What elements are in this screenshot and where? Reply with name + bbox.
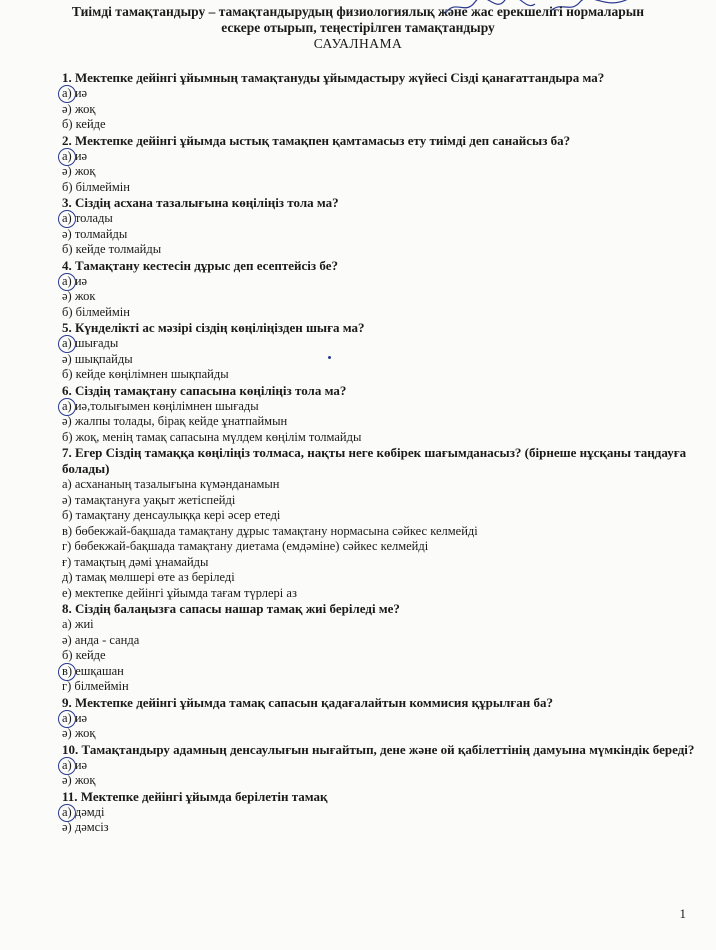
option-selected[interactable]: а) иә [62, 711, 702, 727]
option[interactable]: б) кейде [62, 648, 106, 662]
option[interactable]: б) кейде [62, 117, 106, 131]
option[interactable]: ә) жоқ [62, 726, 96, 740]
option[interactable]: б) білмеймін [62, 304, 130, 319]
question-text: 2. Мектепке дейінгі ұйымда ыстық тамақпен қамтамасыз ету тиімді деп санайсыз ба? [62, 132, 571, 148]
survey-header [20, 4, 696, 52]
question-5 [62, 320, 702, 383]
option[interactable]: б) кейде толмайды [62, 242, 162, 256]
option[interactable]: ә) жоқ [62, 773, 96, 787]
question-text: 9. Мектепке дейінгі ұйымда тамақ сапасын қадағалайтын коммисия құрылған ба? [62, 694, 553, 710]
option[interactable]: ә) тамақтануға уақыт жетіспейді [62, 492, 236, 507]
question-text: 8. Сіздің балаңызға сапасы нашар тамақ жиі беріледі ме? [62, 601, 400, 616]
option[interactable]: а) жиі [62, 617, 94, 631]
question-6 [62, 383, 702, 446]
option-selected[interactable]: а) дәмді [62, 805, 702, 821]
option-selected[interactable]: а) иә [62, 274, 702, 290]
question-text: 5. Күнделікті ас мәзірі сіздің көңіліңізден шыға ма? [62, 320, 365, 335]
option[interactable]: ә) шықпайды [62, 351, 133, 366]
question-text: 1. Мектепке дейінгі ұйымның тамақтануды ұйымдастыру жүйесі Сізді қанағаттандыра ма? [62, 70, 605, 85]
question-text: 6. Сіздің тамақтану сапасына көңіліңіз тола ма? [62, 382, 347, 398]
option-selected[interactable]: а) толады [62, 211, 702, 227]
option[interactable]: ә) жоқ [62, 101, 96, 116]
question-8 [62, 601, 702, 695]
page-number: 1 [679, 906, 686, 921]
option-selected[interactable]: а) шығады [62, 336, 702, 352]
option[interactable]: б) тамақтану денсаулыққа кері әсер етеді [62, 508, 281, 522]
option-selected[interactable]: а) иә [62, 86, 702, 102]
question-text: 10. Тамақтандыру адамның денсаулығын нығайтып, дене және ой қабілеттінің дамуына мүмкіндік береді? [62, 741, 695, 757]
header-title-line1: Тиімді тамақтандыру – тамақтандырудың физиологиялық және жас ерекшелігі нормаларын [71, 4, 645, 19]
option[interactable]: г) бөбекжай-бақшада тамақтану диетама (емдәміне) сәйкес келмейді [62, 539, 429, 553]
header-title-survey: САУАЛНАМА [313, 36, 403, 51]
option[interactable]: б) жоқ, менің тамақ сапасына мүлдем көңілім толмайды [62, 429, 362, 444]
option[interactable]: ғ) тамақтың дәмі ұнамайды [62, 554, 209, 569]
question-text: 3. Сіздің асхана тазалығына көңіліңіз тола ма? [62, 195, 339, 210]
option-selected[interactable]: а) иә [62, 149, 702, 165]
question-9 [62, 695, 702, 742]
question-1 [62, 70, 702, 133]
question-text: 4. Тамақтану кестесін дұрыс деп есептейсіз бе? [62, 257, 338, 273]
option[interactable]: ә) дәмсіз [62, 820, 109, 834]
survey-body [62, 70, 702, 836]
option[interactable]: в) бөбекжай-бақшада тамақтану дұрыс тамақтану нормасына сәйкес келмейді [62, 523, 478, 538]
option[interactable]: д) тамақ мөлшері өте аз беріледі [62, 570, 235, 584]
option[interactable]: г) білмеймін [62, 679, 129, 693]
option-selected[interactable]: а) иә [62, 758, 702, 774]
question-2 [62, 133, 702, 196]
question-3 [62, 195, 702, 258]
option[interactable]: ә) жоқ [62, 164, 96, 178]
option[interactable]: е) мектепке дейінгі ұйымда тағам түрлері аз [62, 585, 297, 600]
option[interactable]: ә) жалпы толады, бірақ кейде ұнатпаймын [62, 414, 288, 428]
option-selected[interactable]: а) иә,толығымен көңілімнен шығады [62, 399, 702, 415]
option[interactable]: а) асхананың тазалығына күмәнданамын [62, 477, 280, 491]
question-10 [62, 742, 702, 789]
question-11 [62, 789, 702, 836]
question-text: 11. Мектепке дейінгі ұйымда берілетін тамақ [62, 788, 328, 804]
question-7 [62, 445, 702, 601]
option[interactable]: б) білмеймін [62, 179, 130, 194]
option[interactable]: ә) толмайды [62, 226, 128, 241]
pen-dot [328, 356, 331, 359]
question-text: 7. Егер Сіздің тамаққа көңіліңіз толмаса, нақты неге көбірек шағымданасыз? (бірнеше нұсқаны таңдауға болады) [62, 445, 687, 476]
option[interactable]: ә) анда - санда [62, 632, 140, 647]
option-selected[interactable]: в) ешқашан [62, 664, 702, 680]
header-title-line2: ескере отырып, теңестірілген тамақтандыру [221, 20, 495, 35]
option[interactable]: ә) жок [62, 289, 96, 303]
question-4 [62, 258, 702, 321]
option[interactable]: б) кейде көңілімнен шықпайды [62, 367, 229, 381]
